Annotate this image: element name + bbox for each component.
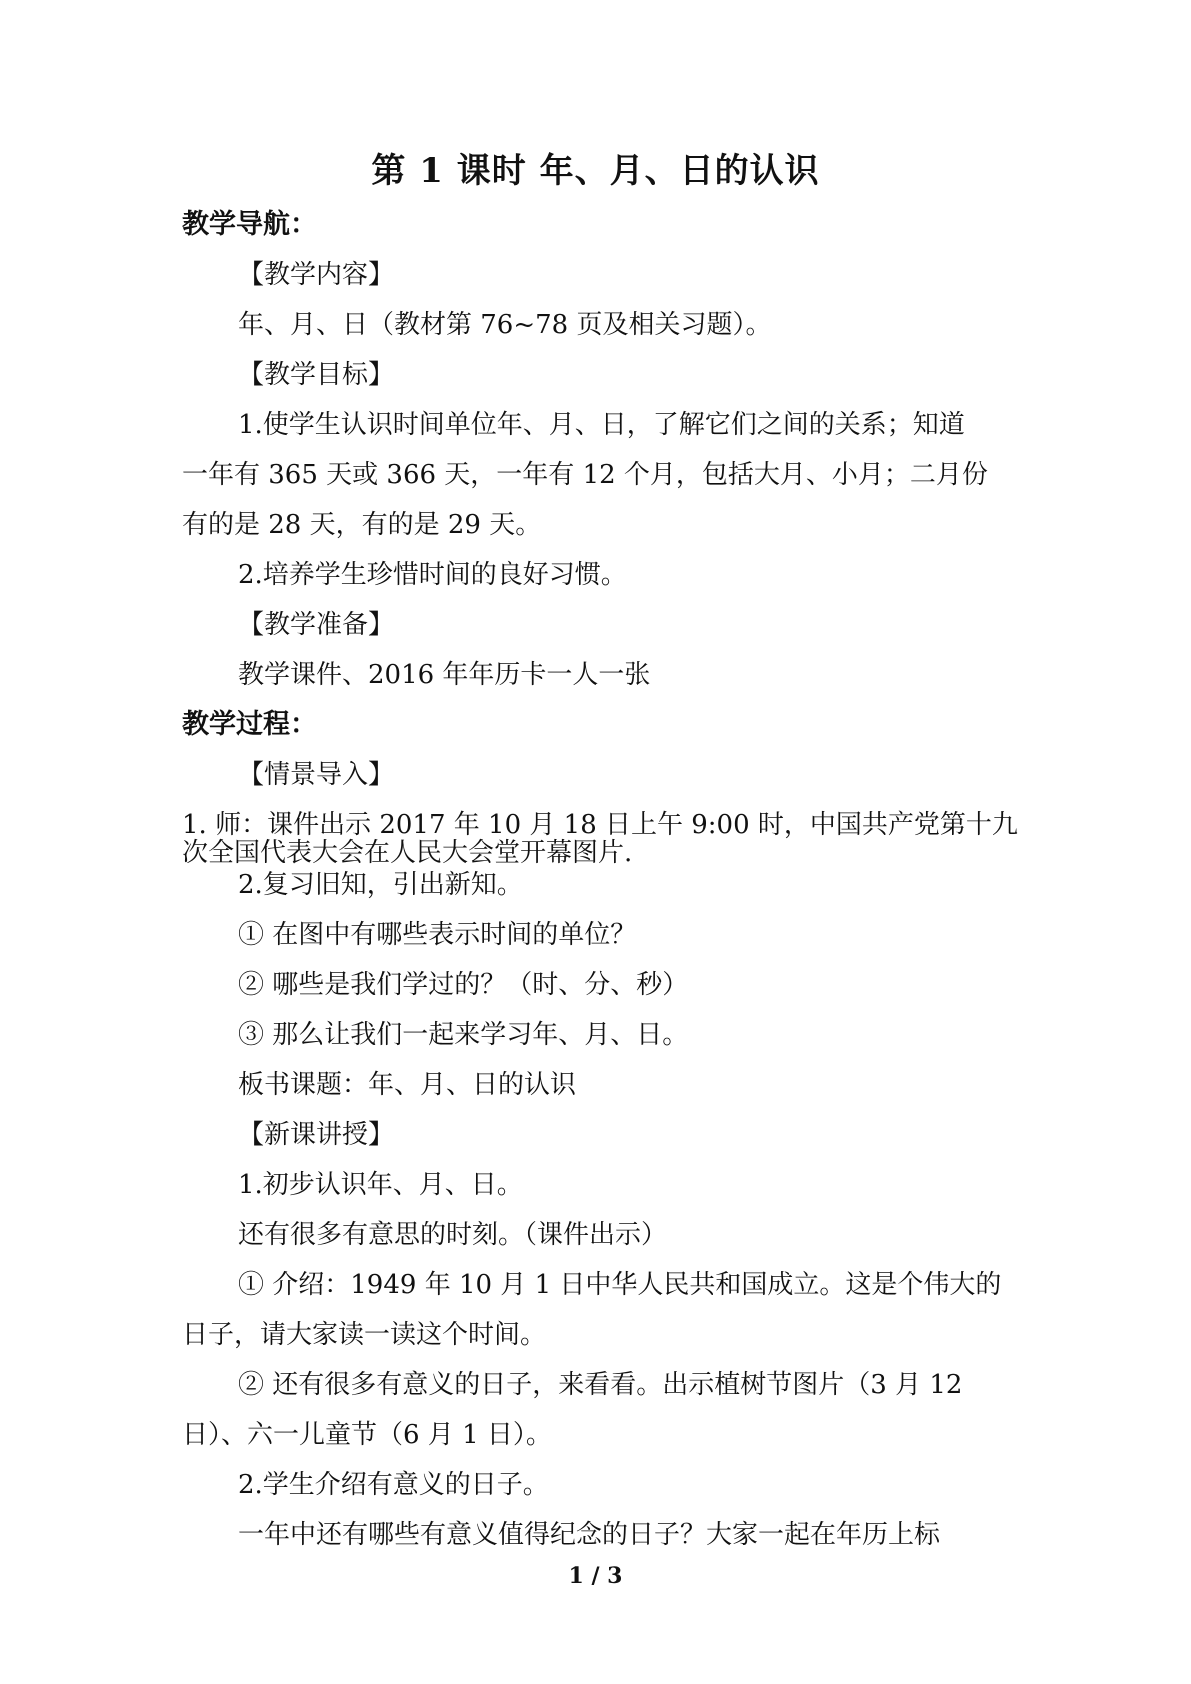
page-number: 1 / 3	[568, 1563, 623, 1589]
list-item: ③ 那么让我们一起来学习年、月、日。	[238, 1020, 689, 1050]
paragraph-line: 有的是 28 天，有的是 29 天。	[182, 510, 542, 540]
subheading-teaching-preparation: 【教学准备】	[238, 610, 395, 640]
paragraph-line: 2.复习旧知，引出新知。	[238, 870, 523, 900]
paragraph-line: 1.初步认识年、月、日。	[238, 1170, 523, 1200]
paragraph-line: 日子，请大家读一读这个时间。	[182, 1320, 547, 1350]
document-title: 第 1 课时 年、月、日的认识	[371, 151, 820, 191]
subheading-new-lesson: 【新课讲授】	[238, 1120, 395, 1150]
paragraph-line: 年、月、日（教材第 76~78 页及相关习题）。	[238, 310, 772, 340]
paragraph-line: 日）、六一儿童节（6 月 1 日）。	[182, 1420, 552, 1450]
paragraph-line: 板书课题：年、月、日的认识	[238, 1070, 577, 1100]
subheading-teaching-content: 【教学内容】	[238, 260, 395, 290]
paragraph-line: 还有很多有意思的时刻。（课件出示）	[238, 1220, 668, 1250]
list-item: ② 哪些是我们学过的？（时、分、秒）	[238, 970, 689, 1000]
subheading-scene-intro: 【情景导入】	[238, 760, 395, 790]
paragraph-line: 一年中还有哪些有意义值得纪念的日子？大家一起在年历上标	[238, 1520, 941, 1550]
paragraph-line: 2.学生介绍有意义的日子。	[238, 1470, 549, 1500]
paragraph-line: 次全国代表大会在人民大会堂开幕图片.	[182, 838, 633, 868]
section-heading-teaching-guide: 教学导航：	[182, 209, 317, 240]
paragraph-line: 一年有 365 天或 366 天，一年有 12 个月，包括大月、小月；二月份	[182, 460, 988, 490]
paragraph-line: 1.使学生认识时间单位年、月、日，了解它们之间的关系；知道	[238, 410, 965, 440]
list-item: ① 介绍：1949 年 10 月 1 日中华人民共和国成立。这是个伟大的	[238, 1270, 1002, 1300]
paragraph-line: 2.培养学生珍惜时间的良好习惯。	[238, 560, 627, 590]
subheading-teaching-goals: 【教学目标】	[238, 360, 395, 390]
paragraph-line: 教学课件、2016 年年历卡一人一张	[238, 660, 651, 690]
list-item: ① 在图中有哪些表示时间的单位？	[238, 920, 637, 950]
list-item: ② 还有很多有意义的日子，来看看。出示植树节图片（3 月 12	[238, 1370, 963, 1400]
paragraph-line: 1. 师：课件出示 2017 年 10 月 18 日上午 9:00 时，中国共产党第十九	[182, 810, 1018, 840]
section-heading-teaching-process: 教学过程：	[182, 709, 317, 740]
